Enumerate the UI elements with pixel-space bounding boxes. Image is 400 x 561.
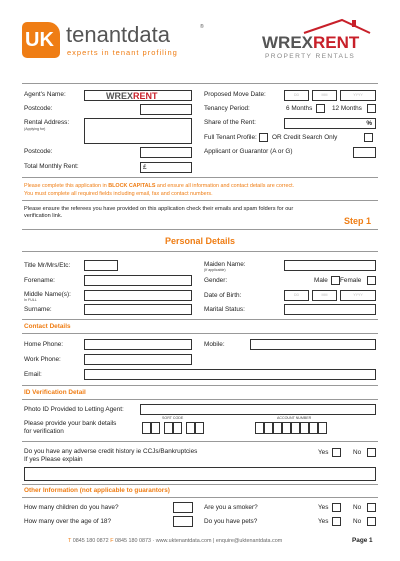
agents-name-rent: RENT (133, 91, 158, 101)
over18-field[interactable] (173, 516, 193, 527)
id-title-rule (22, 399, 378, 400)
postcode2-label: Postcode: (24, 148, 53, 155)
sort-code-label: SORT CODE (162, 416, 184, 420)
wordmark-rent: RENT (313, 33, 360, 52)
logo-tagline: experts in tenant profiling (67, 48, 178, 57)
uk-tenantdata-logo (22, 22, 212, 58)
email-label: Email: (24, 371, 42, 378)
other-title-rule (22, 497, 378, 498)
footer-fax-web: 0845 180 0873 · www.uktenantdata.com | enquire@uktenantdata.com (114, 538, 283, 544)
credit-yes-checkbox[interactable] (332, 448, 341, 457)
smoker-no-checkbox[interactable] (367, 503, 376, 512)
dob-day[interactable]: DD (284, 290, 309, 301)
middle-name-sublabel: In FULL (24, 298, 37, 302)
credit-only-label: OR Credit Search Only (272, 134, 338, 141)
mobile-label: Mobile: (204, 341, 225, 348)
surname-field[interactable] (84, 304, 192, 315)
share-field[interactable] (284, 118, 376, 129)
work-phone-label: Work Phone: (24, 356, 61, 363)
home-phone-label: Home Phone: (24, 341, 64, 348)
block-capitals-note (24, 182, 294, 190)
sort-code-digit-cell[interactable] (142, 422, 151, 434)
capitals-bold: BLOCK CAPITALS (108, 183, 156, 189)
percent-sign: % (366, 120, 372, 127)
capitals-pre: Please complete this application in (24, 183, 109, 189)
photo-id-label: Photo ID Provided to Letting Agent: (24, 406, 124, 413)
currency-symbol: £ (143, 164, 147, 171)
step-label: Step 1 (344, 216, 372, 226)
twelve-months-checkbox[interactable] (367, 104, 376, 113)
sort-code-digit-cell[interactable] (151, 422, 160, 434)
full-profile-label: Full Tenant Profile: (204, 134, 257, 141)
account-number-digit-cell[interactable] (318, 422, 327, 434)
agents-name-field[interactable] (84, 90, 192, 101)
account-number-digit-cell[interactable] (264, 422, 273, 434)
step-rule (22, 229, 378, 230)
bank-details-label-2: for verification (24, 428, 64, 435)
contact-end-rule (22, 385, 378, 386)
photo-id-field[interactable] (140, 404, 376, 415)
six-months-label: 6 Months (286, 105, 313, 112)
gender-label: Gender: (204, 277, 228, 284)
wrexrent-wordmark (262, 34, 359, 52)
title-label: Title Mr/Mrs/Etc: (24, 262, 71, 269)
marital-status-label: Marital Status: (204, 306, 245, 313)
account-number-digit-cell[interactable] (291, 422, 300, 434)
credit-explanation-field[interactable] (24, 467, 376, 481)
id-end-rule (22, 441, 378, 442)
twelve-months-label: 12 Months (332, 105, 362, 112)
smoker-label: Are you a smoker? (204, 504, 258, 511)
applicant-field[interactable] (353, 147, 376, 158)
sort-code-digit-cell[interactable] (164, 422, 173, 434)
maiden-name-field[interactable] (284, 260, 376, 271)
middle-name-label: Middle Name(s): (24, 291, 71, 298)
total-rent-field[interactable] (140, 162, 192, 173)
footer-f: F (110, 538, 114, 544)
capitals-post: and ensure all information and contact details are correct. (155, 183, 295, 189)
credit-no-checkbox[interactable] (367, 448, 376, 457)
agents-name-value (106, 91, 158, 101)
account-number-digit-cell[interactable] (300, 422, 309, 434)
wrexrent-subtitle: PROPERTY RENTALS (265, 53, 356, 60)
uk-badge-text: UK (25, 29, 54, 51)
sort-code-digit-cell[interactable] (195, 422, 204, 434)
surname-label: Surname: (24, 306, 52, 313)
male-label: Male (314, 277, 328, 284)
rental-address-field[interactable] (84, 118, 192, 144)
header-rule (22, 83, 378, 84)
applicant-label: Applicant or Guarantor (A or G) (204, 148, 293, 155)
account-number-digit-cell[interactable] (273, 422, 282, 434)
forename-label: Forename: (24, 277, 55, 284)
forename-field[interactable] (84, 275, 192, 286)
move-date-month[interactable]: MM (312, 90, 337, 101)
logo-registered-mark: ® (200, 24, 204, 30)
id-verification-title: ID Verification Detail (24, 389, 86, 396)
pets-no-label: No (353, 518, 362, 525)
referees-note: Please ensure the referees you have provided on this application check their emails and spam folders for our (24, 206, 294, 212)
adverse-credit-question: Do you have any adverse credit history ie CCJs/Bankruptcies (24, 448, 198, 455)
smoker-yes-checkbox[interactable] (332, 503, 341, 512)
account-number-digit-cell[interactable] (255, 422, 264, 434)
bank-details-label: Please provide your bank details (24, 420, 117, 427)
adverse-credit-explain: If yes Please explain (24, 456, 83, 463)
rental-address-sublabel: (Applying for) (24, 127, 46, 131)
move-date-year[interactable]: YYYY (340, 90, 376, 101)
female-label: Female (340, 277, 362, 284)
dob-label: Date of Birth: (204, 292, 242, 299)
wordmark-wrex: WREX (262, 33, 313, 52)
children-field[interactable] (173, 502, 193, 513)
male-checkbox[interactable] (331, 276, 340, 285)
home-phone-field[interactable] (84, 339, 192, 350)
smoker-yes-label: Yes (318, 504, 329, 511)
move-date-label: Proposed Move Date: (204, 91, 266, 98)
personal-end-rule (22, 319, 378, 320)
credit-only-checkbox[interactable] (364, 133, 373, 142)
six-months-checkbox[interactable] (316, 104, 325, 113)
credit-end-rule (22, 484, 378, 485)
logo-name: tenantdata (66, 22, 170, 47)
pets-yes-label: Yes (318, 518, 329, 525)
maiden-name-sublabel: (If applicable) (204, 268, 226, 272)
over18-label: How many over the age of 18? (24, 518, 112, 525)
footer-contact (68, 538, 282, 544)
wrexrent-logo (262, 18, 382, 64)
agent-section-rule (22, 177, 378, 178)
credit-yes-label: Yes (318, 449, 329, 456)
pets-no-checkbox[interactable] (367, 517, 376, 526)
marital-status-field[interactable] (284, 304, 376, 315)
pets-yes-checkbox[interactable] (332, 517, 341, 526)
work-phone-field[interactable] (84, 354, 192, 365)
share-label: Share of the Rent: (204, 119, 256, 126)
account-number-digit-cell[interactable] (309, 422, 318, 434)
other-info-title: Other Information (not applicable to guarantors) (24, 487, 170, 494)
title-field[interactable] (84, 260, 118, 271)
maiden-name-label: Maiden Name: (204, 261, 246, 268)
footer-phone: 0845 180 0872 (72, 538, 109, 544)
pets-label: Do you have pets? (204, 518, 258, 525)
move-date-day[interactable]: DD (284, 90, 309, 101)
full-profile-checkbox[interactable] (259, 133, 268, 142)
page-number: Page 1 (352, 537, 373, 544)
credit-no-label: No (353, 449, 362, 456)
personal-details-title: Personal Details (164, 236, 236, 246)
notes-rule (22, 200, 378, 201)
children-label: How many children do you have? (24, 504, 119, 511)
personal-title-rule (22, 251, 378, 252)
house-roof-icon (302, 18, 372, 34)
rental-address-label: Rental Address: (24, 119, 70, 126)
postcode2-field[interactable] (140, 147, 192, 158)
postcode-field[interactable] (140, 104, 192, 115)
agents-name-label: Agent's Name: (24, 91, 66, 98)
contact-title-rule (22, 333, 378, 334)
sort-code-digit-cell[interactable] (186, 422, 195, 434)
mobile-field[interactable] (250, 339, 376, 350)
uk-badge (22, 22, 60, 58)
middle-name-field[interactable] (84, 290, 192, 301)
total-rent-label: Total Monthly Rent: (24, 163, 79, 170)
postcode-label: Postcode: (24, 105, 53, 112)
email-field[interactable] (84, 369, 376, 380)
agents-name-wrex: WREX (106, 91, 133, 101)
footer-t: T (68, 538, 72, 544)
dob-month[interactable]: MM (312, 290, 337, 301)
contact-details-title: Contact Details (24, 323, 71, 330)
required-note: You must complete all required fields including email, fax and contact numbers. (24, 191, 213, 197)
sort-code-digit-cell[interactable] (173, 422, 182, 434)
account-number-label: ACCOUNT NUMBER (277, 416, 312, 420)
account-number-digit-cell[interactable] (282, 422, 291, 434)
female-checkbox[interactable] (367, 276, 376, 285)
tenancy-label: Tenancy Period: (204, 105, 250, 112)
referees-note-2: verification link. (24, 213, 63, 219)
dob-year[interactable]: YYYY (340, 290, 376, 301)
smoker-no-label: No (353, 504, 362, 511)
